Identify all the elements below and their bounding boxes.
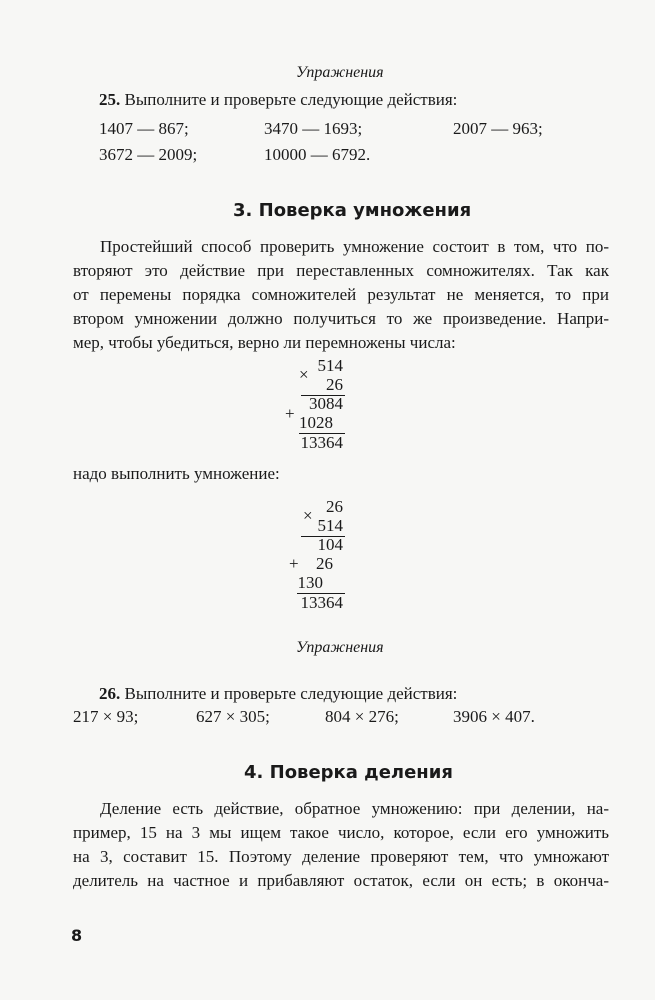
multiply-sign: × xyxy=(303,506,313,525)
calc-result: 13364 xyxy=(300,593,343,612)
calc-row: 26 xyxy=(326,497,343,516)
exercise-task-text: Выполните и проверьте следующие действия: xyxy=(124,684,458,703)
paragraph-line: Деление есть действие, обратное умножению: при делении, на- xyxy=(100,799,609,818)
page-number: 8 xyxy=(71,926,83,945)
plus-sign: + xyxy=(285,404,295,423)
paragraph-line: вторяют это действие при переставленных сомножителях. Так как xyxy=(73,261,609,280)
section-title: 4. Поверка деления xyxy=(244,762,453,783)
exercise-25-task xyxy=(99,88,457,112)
plus-sign: + xyxy=(289,554,299,573)
multiply-sign: × xyxy=(299,365,309,384)
section-paragraph xyxy=(73,797,609,893)
paragraph-line: Простейший способ проверить умножение состоит в том, что по- xyxy=(100,237,609,256)
paragraph-line: пример, 15 на 3 мы ищем такое число, которое, если его умножить xyxy=(73,823,609,842)
exercises-heading-2: Упражнения xyxy=(296,639,384,656)
paragraph-line: втором умножении должно получиться то же произведение. Напри- xyxy=(73,309,609,328)
exercise-item: 3906 × 407. xyxy=(453,707,535,726)
paragraph-line: от перемены порядка сомножителей результат не меняется, то при xyxy=(73,285,609,304)
section-title: 3. Поверка умножения xyxy=(233,200,472,221)
exercise-26-task xyxy=(99,682,457,706)
calc-row: 1028 xyxy=(299,413,333,432)
paragraph-line: делитель на частное и прибавляют остаток, если он есть; в оконча- xyxy=(73,871,609,890)
exercises-heading-1: Упражнения xyxy=(296,64,384,81)
calc-row: 26 xyxy=(326,375,343,394)
paragraph-line: на 3, составит 15. Поэтому деление проверяют тем, что умножают xyxy=(73,847,609,866)
multiplication-calc-2 xyxy=(283,497,345,617)
exercise-item: 3470 — 1693; xyxy=(264,119,363,138)
exercise-item: 804 × 276; xyxy=(325,707,399,726)
calc-row: 104 xyxy=(317,535,343,554)
paragraph-line: мер, чтобы убедиться, верно ли перемножены числа: xyxy=(73,333,456,352)
exercise-task-text: Выполните и проверьте следующие действия: xyxy=(124,90,458,109)
exercise-number: 25. xyxy=(99,90,121,109)
exercise-item: 627 × 305; xyxy=(196,707,270,726)
calc-row: 26 xyxy=(316,554,333,573)
section-paragraph xyxy=(73,235,609,355)
exercise-item: 2007 — 963; xyxy=(453,119,543,138)
calc-row: 514 xyxy=(317,516,343,535)
calc-result: 13364 xyxy=(300,433,343,452)
exercise-item: 10000 — 6792. xyxy=(264,145,371,164)
calc-row: 130 xyxy=(297,573,323,592)
exercise-item: 3672 — 2009; xyxy=(99,145,198,164)
exercise-item: 217 × 93; xyxy=(73,707,139,726)
multiplication-calc-1 xyxy=(283,356,345,456)
calc-row: 3084 xyxy=(309,394,343,413)
exercise-item: 1407 — 867; xyxy=(99,119,189,138)
calc-row: 514 xyxy=(317,356,343,375)
middle-text: надо выполнить умножение: xyxy=(73,464,280,483)
exercise-number: 26. xyxy=(99,684,121,703)
